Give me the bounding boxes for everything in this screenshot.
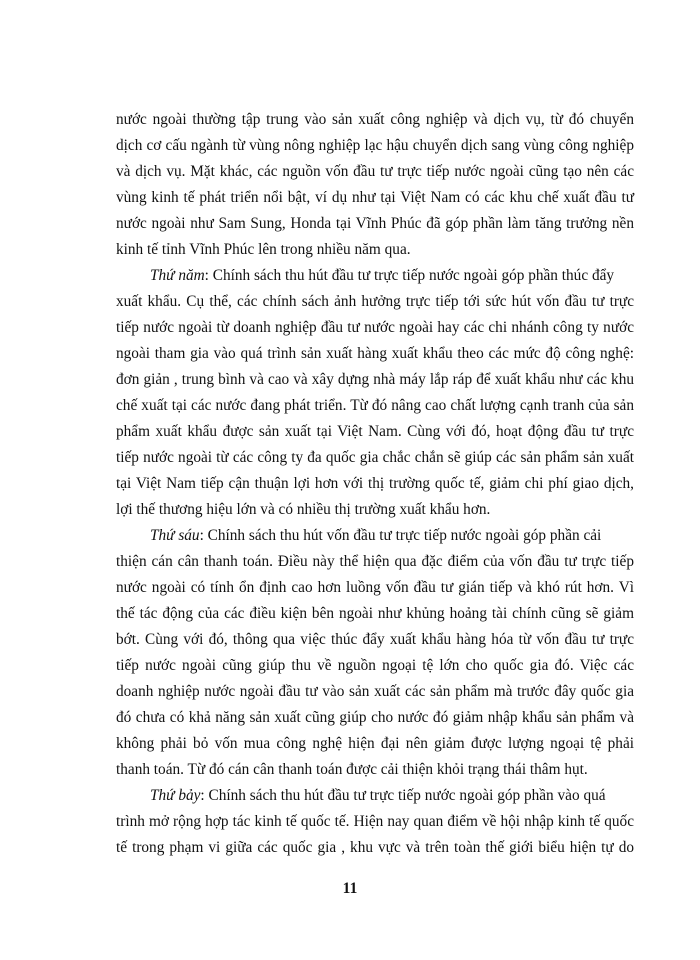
text-line: lợi thế thương hiệu lớn và có nhiều thị trường xuất khẩu hơn. [116, 501, 491, 518]
page-number: 11 [342, 880, 358, 897]
text-line: tiếp nước ngoài từ các công ty đa quốc gia chắc chắn sẽ giúp các sản phẩm sản xuất [116, 449, 634, 466]
text-line: nước ngoài như Sam Sung, Honda tại Vĩnh Phúc đã góp phần làm tăng trưởng nền [116, 215, 634, 232]
text-line: xuất khẩu. Cụ thể, các chính sách ảnh hưởng trực tiếp tới sức hút vốn đầu tư trực [116, 293, 634, 310]
text-line: tiếp nước ngoài từ doanh nghiệp đầu tư nước ngoài hay các chi nhánh công ty nước [116, 319, 634, 336]
text-line: thanh toán. Từ đó cán cân thanh toán được cải thiện khỏi trạng thái thâm hụt. [116, 761, 588, 778]
text-line: tại Việt Nam tiếp cận thuận lợi hơn với thị trường quốc tế, giảm chi phí giao dịch, [116, 475, 634, 492]
text-line: thế tác động của các điều kiện bên ngoài như khủng hoảng tài chính cũng sẽ giảm [116, 605, 634, 622]
text-line: chế xuất tại các nước đang phát triển. Từ đó nâng cao chất lượng cạnh tranh của sản [116, 397, 634, 414]
text-line: doanh nghiệp nước ngoài đầu tư vào sản xuất các sản phẩm mà trước đây quốc gia [116, 683, 634, 700]
text-line: nước ngoài có tính ổn định cao hơn luồng vốn đầu tư gián tiếp và khó rút hơn. Vì [116, 579, 634, 596]
text-line: trình mở rộng hợp tác kinh tế quốc tế. Hiện nay quan điểm về hội nhập kinh tế quốc [116, 813, 634, 830]
text-line: và dịch vụ. Mặt khác, các nguồn vốn đầu tư trực tiếp nước ngoài cũng tạo nên các [116, 163, 634, 180]
text-line: đó chưa có khả năng sản xuất cũng giúp cho nước đó giảm nhập khẩu sản phẩm và [116, 709, 634, 726]
body-text [116, 107, 634, 861]
text-line: thiện cán cân thanh toán. Điều này thể hiện qua đặc điểm của vốn đầu tư trực tiếp [116, 553, 634, 570]
paragraph-first-line [116, 523, 634, 549]
paragraph-thu-sau [116, 523, 634, 783]
paragraph-label: Thứ bảy [150, 787, 201, 804]
text-line: dịch cơ cấu ngành từ vùng nông nghiệp lạc hậu chuyển dịch sang vùng công nghiệp [116, 137, 634, 154]
text-line: ngoài tham gia vào quá trình sản xuất hàng xuất khẩu theo các mức độ công nghệ: [116, 345, 634, 362]
paragraph-first-line [116, 263, 634, 289]
text-run: : Chính sách thu hút vốn đầu tư trực tiếp nước ngoài góp phần cải [199, 527, 602, 544]
paragraph-label: Thứ năm [150, 267, 205, 284]
text-line: nước ngoài thường tập trung vào sản xuất công nghiệp và dịch vụ, từ đó chuyển [116, 111, 634, 128]
paragraph-1 [116, 107, 634, 263]
text-line: vùng kinh tế phát triển nổi bật, ví dụ như tại Việt Nam có các khu chế xuất đầu tư [116, 189, 634, 206]
paragraph-label: Thứ sáu [150, 527, 200, 544]
text-line: đơn giản , trung bình và cao và xây dựng nhà máy lắp ráp để xuất khẩu như các khu [116, 371, 634, 388]
text-line: bớt. Cùng với đó, thông qua việc thúc đẩy xuất khẩu hàng hóa từ vốn đầu tư trực [116, 631, 634, 648]
paragraph-thu-nam [116, 263, 634, 523]
text-line: không phải bỏ vốn mua công nghệ hiện đại nên giảm được lượng ngoại tệ phải [116, 735, 634, 752]
text-line: tế trong phạm vi giữa các quốc gia , khu vực và trên toàn thế giới biểu hiện tự do [116, 839, 634, 856]
paragraph-first-line [116, 783, 634, 809]
paragraph-thu-bay [116, 783, 634, 861]
text-line: kinh tế tỉnh Vĩnh Phúc lên trong nhiều năm qua. [116, 241, 411, 258]
text-line: phẩm xuất khẩu được sản xuất tại Việt Nam. Cùng với đó, hoạt động đầu tư trực [116, 423, 634, 440]
text-run: : Chính sách thu hút đầu tư trực tiếp nước ngoài góp phần thúc đẩy [204, 267, 615, 284]
text-run: : Chính sách thu hút đầu tư trực tiếp nước ngoài góp phần vào quá [200, 787, 606, 804]
text-line: tiếp nước ngoài cũng giúp thu về nguồn ngoại tệ lớn cho quốc gia đó. Việc các [116, 657, 634, 674]
